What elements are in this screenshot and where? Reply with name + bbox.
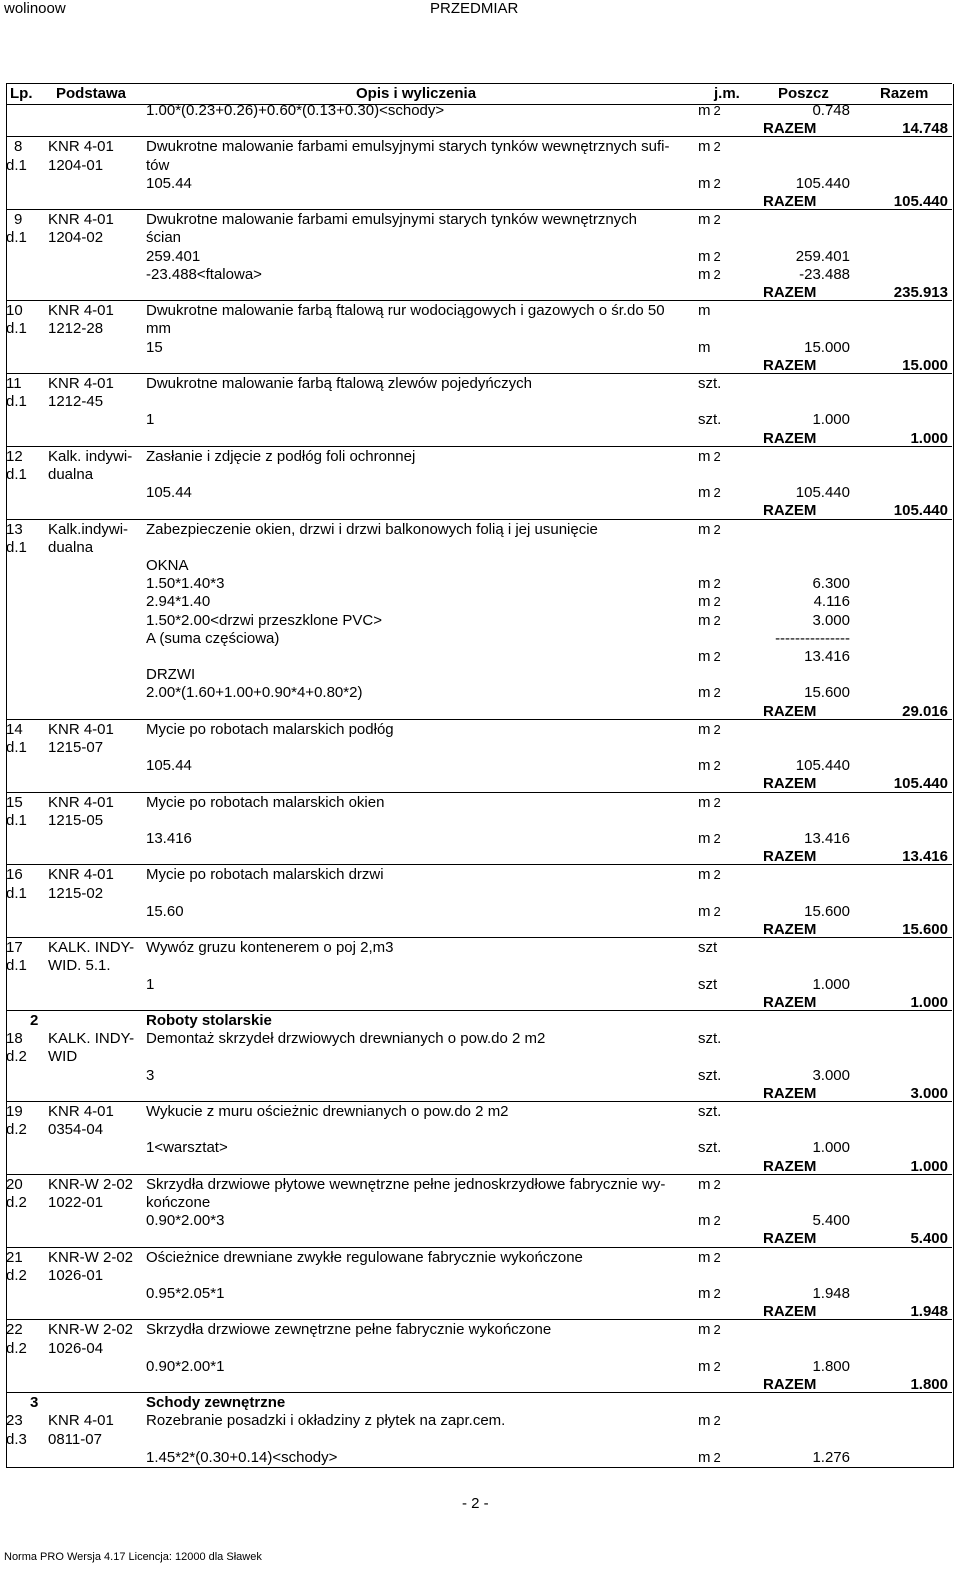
calc-value: 1.948	[812, 1285, 850, 1302]
row-lp-sub: d.2	[6, 1339, 27, 1357]
calc-value: 15.600	[804, 684, 850, 702]
unit-label: m 2	[698, 575, 721, 593]
calc-expression: 1.50*1.40*3	[146, 575, 225, 593]
calc-expression: 259.401	[146, 247, 201, 265]
row-podstawa-sub: 1204-02	[48, 229, 104, 247]
razem-value: 15.600	[902, 921, 948, 938]
unit-label: m 2	[698, 138, 721, 156]
calc-value: 105.440	[795, 174, 850, 192]
calc-value: 105.440	[795, 757, 850, 775]
row-description: Mycie po robotach malarskich okien	[146, 793, 385, 811]
unit-label: m 2	[698, 447, 721, 465]
row-podstawa: KNR-W 2-02	[48, 1175, 134, 1193]
calc-expression: 0.90*2.00*3	[146, 1212, 225, 1230]
row-divider	[6, 446, 952, 447]
unit-label: m 2	[698, 866, 721, 884]
calc-expression: 0.95*2.05*1	[146, 1285, 225, 1302]
unit-label: m 2	[698, 1212, 721, 1230]
unit-label: m 2	[698, 1175, 721, 1193]
unit-label: m 2	[698, 520, 721, 538]
row-description: Zabezpieczenie okien, drzwi i drzwi balkonowych folią i jej usunięcie	[146, 520, 598, 538]
razem-value: 29.016	[902, 702, 948, 720]
unit-label: m 2	[698, 757, 721, 775]
calc-value: 5.400	[812, 1212, 850, 1230]
row-podstawa: KALK. INDY-	[48, 1030, 135, 1048]
calc-value: 105.440	[795, 484, 850, 502]
razem-label: RAZEM	[763, 193, 817, 210]
calc-value: 1.800	[812, 1357, 850, 1375]
calc-expression: A (suma częściowa)	[146, 629, 280, 647]
row-podstawa-sub: 1215-02	[48, 884, 104, 902]
row-podstawa-sub: dualna	[48, 538, 94, 556]
razem-value: 235.913	[893, 284, 948, 301]
section-title: Roboty stolarskie	[146, 1012, 272, 1029]
unit-label: szt.	[698, 1066, 722, 1084]
razem-label: RAZEM	[763, 284, 817, 301]
unit-label: m 2	[698, 102, 721, 119]
calc-expression: -23.488<ftalowa>	[146, 265, 262, 283]
razem-label: RAZEM	[763, 1230, 817, 1248]
row-podstawa: KNR 4-01	[48, 375, 114, 392]
razem-label: RAZEM	[763, 356, 817, 374]
calc-value: 6.300	[812, 575, 850, 593]
calc-expression: 1<warsztat>	[146, 1139, 228, 1157]
row-lp-sub: d.1	[6, 538, 27, 556]
row-lp: 14	[6, 720, 23, 738]
row-description: Dwukrotne malowanie farbami emulsyjnymi starych tynków wewnętrznych	[146, 211, 638, 229]
row-lp: 23	[6, 1412, 23, 1430]
calc-expression: 0.90*2.00*1	[146, 1357, 225, 1375]
col-poszcz: Poszcz	[778, 85, 829, 102]
col-podstawa: Podstawa	[56, 85, 127, 102]
page-number: - 2 -	[462, 1495, 489, 1512]
row-lp: 10	[6, 302, 23, 320]
razem-label: RAZEM	[763, 1084, 817, 1102]
razem-value: 14.748	[902, 120, 948, 138]
row-lp: 22	[6, 1321, 23, 1339]
row-divider	[6, 937, 952, 938]
calc-value: 0.748	[812, 102, 850, 119]
row-lp-sub: d.2	[6, 1194, 27, 1211]
row-podstawa: KNR-W 2-02	[48, 1321, 134, 1339]
calc-expression: 1.50*2.00<drzwi przeszklone PVC>	[146, 611, 382, 629]
row-lp-sub: d.1	[6, 957, 27, 975]
row-podstawa-sub: 1212-45	[48, 393, 104, 411]
calc-value: 15.600	[804, 902, 850, 920]
calc-expression: 1.45*2*(0.30+0.14)<schody>	[146, 1448, 338, 1466]
row-lp-sub: d.1	[6, 320, 27, 338]
row-podstawa-sub: 1212-28	[48, 320, 104, 338]
razem-value: 1.000	[910, 1157, 948, 1175]
calc-expression: 13.416	[146, 830, 192, 847]
row-divider	[6, 1247, 952, 1248]
row-lp: 16	[6, 866, 23, 884]
row-lp-sub: d.1	[6, 811, 27, 829]
razem-label: RAZEM	[763, 702, 817, 720]
unit-label: m 2	[698, 247, 721, 265]
row-lp-sub: d.1	[6, 156, 27, 174]
section-number: 3	[30, 1394, 39, 1412]
row-description: Dwukrotne malowanie farbą ftalową zlewów pojedyńczych	[146, 375, 533, 392]
row-lp: 18	[6, 1030, 23, 1048]
calc-expression: 2.00*(1.60+1.00+0.90*4+0.80*2)	[146, 684, 363, 702]
section-number: 2	[30, 1012, 39, 1029]
razem-label: RAZEM	[763, 429, 817, 447]
unit-label: szt.	[698, 411, 722, 429]
row-lp: 17	[6, 939, 23, 957]
calc-value: 1.000	[812, 1139, 850, 1157]
row-podstawa: KNR 4-01	[48, 720, 114, 738]
col-razem: Razem	[880, 85, 929, 102]
col-opis: Opis i wyliczenia	[356, 85, 477, 102]
unit-label: szt.	[698, 1103, 722, 1120]
unit-label: m 2	[698, 720, 721, 738]
row-description: Wykucie z muru ościeżnic drewnianych o pow.do 2 m2	[146, 1103, 509, 1120]
row-description: Demontaż skrzydeł drzwiowych drewnianych o pow.do 2 m2	[146, 1030, 546, 1048]
row-description: Dwukrotne malowanie farbą ftalową rur wodociągowych i gazowych o śr.do 50	[146, 302, 665, 320]
col-lp: Lp.	[10, 85, 33, 102]
calc-value: -23.488	[799, 265, 850, 283]
row-description: Wywóz gruzu kontenerem o poj 2,m3	[146, 939, 394, 957]
calc-value: 3.000	[812, 1066, 850, 1084]
calc-expression: 15	[146, 338, 163, 356]
row-divider	[6, 519, 952, 520]
row-podstawa: KNR 4-01	[48, 1103, 114, 1120]
row-podstawa: KNR 4-01	[48, 793, 114, 811]
calc-expression: 1.00*(0.23+0.26)+0.60*(0.13+0.30)<schody>	[146, 102, 445, 119]
row-divider	[6, 1101, 952, 1102]
calc-expression: 1	[146, 975, 155, 993]
unit-label: szt.	[698, 1139, 722, 1157]
razem-value: 1.000	[910, 429, 948, 447]
calc-value: ---------------	[775, 629, 850, 647]
row-lp-sub: d.1	[6, 229, 27, 247]
row-lp: 20	[6, 1175, 23, 1193]
calc-expression: 1	[146, 411, 155, 429]
calc-value: 13.416	[804, 648, 850, 665]
row-lp-sub: d.1	[6, 884, 27, 902]
calc-expression: 105.44	[146, 484, 192, 502]
row-lp: 21	[6, 1248, 23, 1266]
razem-label: RAZEM	[763, 120, 817, 138]
razem-value: 1.000	[910, 993, 948, 1011]
razem-value: 5.400	[910, 1230, 948, 1248]
row-lp: 13	[6, 520, 23, 538]
razem-value: 3.000	[910, 1084, 948, 1102]
unit-label: m 2	[698, 1412, 721, 1430]
razem-value: 1.948	[910, 1303, 948, 1321]
row-podstawa-sub: 1022-01	[48, 1194, 104, 1211]
document-author: wolinoow	[4, 0, 66, 17]
row-podstawa: KALK. INDY-	[48, 939, 135, 957]
row-lp: 11	[6, 375, 22, 392]
row-description: Skrzydła drzwiowe płytowe wewnętrzne pełne jednoskrzydłowe fabrycznie wy-	[146, 1175, 666, 1193]
row-description: Rozebranie posadzki i okładziny z płytek na zapr.cem.	[146, 1412, 506, 1430]
row-lp: 8	[14, 138, 23, 156]
unit-label: m	[698, 338, 711, 356]
row-podstawa-sub: 0811-07	[48, 1430, 102, 1448]
row-description: Ościeżnice drewniane zwykłe regulowane fabrycznie wykończone	[146, 1248, 583, 1266]
unit-label: szt.	[698, 1030, 722, 1048]
row-podstawa-sub: 1215-05	[48, 811, 104, 829]
row-lp-sub: d.1	[6, 739, 27, 756]
row-podstawa: KNR 4-01	[48, 1412, 114, 1430]
unit-label: m 2	[698, 484, 721, 502]
unit-label: m 2	[698, 211, 721, 229]
unit-label: m 2	[698, 1248, 721, 1266]
razem-label: RAZEM	[763, 993, 817, 1011]
row-podstawa: KNR 4-01	[48, 866, 114, 884]
razem-value: 15.000	[902, 356, 948, 374]
row-description: Mycie po robotach malarskich drzwi	[146, 866, 384, 884]
calc-expression: 105.44	[146, 757, 192, 775]
unit-label: m 2	[698, 648, 721, 665]
unit-label: m 2	[698, 830, 721, 847]
row-description: mm	[146, 320, 171, 338]
row-podstawa: KNR 4-01	[48, 138, 114, 156]
row-description: Zasłanie i zdjęcie z podłóg foli ochronnej	[146, 447, 416, 465]
calc-value: 13.416	[804, 830, 850, 847]
unit-label: m 2	[698, 1357, 721, 1375]
razem-label: RAZEM	[763, 921, 817, 938]
calc-expression: OKNA	[146, 557, 189, 574]
calc-value: 4.116	[813, 593, 850, 611]
razem-label: RAZEM	[763, 848, 817, 866]
unit-label: m 2	[698, 902, 721, 920]
calc-expression: 3	[146, 1066, 155, 1084]
row-podstawa-sub: WID. 5.1.	[48, 957, 111, 975]
row-description: Mycie po robotach malarskich podłóg	[146, 720, 394, 738]
row-divider	[6, 1319, 952, 1320]
row-podstawa-sub: 1204-01	[48, 156, 104, 174]
row-divider	[6, 300, 952, 301]
col-jm: j.m.	[714, 85, 740, 102]
unit-label: m 2	[698, 1321, 721, 1339]
unit-label: m 2	[698, 793, 721, 811]
unit-label: m 2	[698, 265, 721, 283]
row-divider	[6, 1392, 952, 1393]
row-divider	[6, 1174, 952, 1175]
razem-value: 105.440	[893, 193, 948, 210]
calc-expression: DRZWI	[146, 666, 196, 684]
row-description: Dwukrotne malowanie farbami emulsyjnymi starych tynków wewnętrznych sufi-	[146, 138, 670, 156]
row-lp-sub: d.2	[6, 1121, 27, 1139]
row-podstawa-sub: 1026-04	[48, 1339, 104, 1357]
unit-label: m 2	[698, 1448, 721, 1466]
unit-label: m 2	[698, 684, 721, 702]
row-podstawa-sub: 1215-07	[48, 739, 104, 756]
calc-value: 1.000	[812, 411, 850, 429]
unit-label: m	[698, 302, 711, 320]
document-title: PRZEDMIAR	[430, 0, 519, 17]
row-divider	[6, 1010, 952, 1011]
calc-value: 1.000	[812, 975, 850, 993]
row-podstawa-sub: dualna	[48, 466, 94, 483]
unit-label: m 2	[698, 174, 721, 192]
row-divider	[6, 719, 952, 720]
calc-expression: 15.60	[146, 902, 184, 920]
calc-value: 259.401	[795, 247, 850, 265]
row-podstawa: KNR 4-01	[48, 211, 114, 229]
row-description: kończone	[146, 1194, 211, 1211]
row-description: tów	[146, 156, 170, 174]
razem-value: 1.800	[910, 1376, 948, 1393]
row-lp: 9	[14, 211, 23, 229]
row-divider	[6, 373, 952, 374]
row-lp-sub: d.1	[6, 466, 27, 483]
unit-label: szt.	[698, 375, 722, 392]
row-divider	[6, 209, 952, 210]
row-podstawa-sub: WID	[48, 1048, 78, 1066]
unit-label: m 2	[698, 611, 721, 629]
row-podstawa-sub: 1026-01	[48, 1266, 104, 1284]
unit-label: szt	[698, 975, 718, 993]
row-lp: 12	[6, 447, 23, 465]
row-lp-sub: d.3	[6, 1430, 27, 1448]
row-podstawa: Kalk.indywi-	[48, 520, 129, 538]
calc-value: 1.276	[812, 1448, 850, 1466]
row-divider	[6, 792, 952, 793]
razem-label: RAZEM	[763, 502, 817, 520]
row-podstawa: Kalk. indywi-	[48, 447, 133, 465]
software-footer: Norma PRO Wersja 4.17 Licencja: 12000 dla Sławek	[4, 1551, 262, 1563]
row-lp-sub: d.2	[6, 1048, 27, 1066]
row-divider	[6, 136, 952, 137]
calc-value: 3.000	[812, 611, 850, 629]
calc-expression: 105.44	[146, 174, 192, 192]
section-title: Schody zewnętrzne	[146, 1394, 286, 1412]
row-podstawa: KNR-W 2-02	[48, 1248, 134, 1266]
razem-value: 105.440	[893, 775, 948, 793]
razem-value: 105.440	[893, 502, 948, 520]
unit-label: szt	[698, 939, 718, 957]
row-lp-sub: d.1	[6, 393, 27, 411]
row-lp-sub: d.2	[6, 1266, 27, 1284]
row-lp: 19	[6, 1103, 23, 1120]
row-podstawa: KNR 4-01	[48, 302, 114, 320]
unit-label: m 2	[698, 1285, 721, 1302]
unit-label: m 2	[698, 593, 721, 611]
razem-label: RAZEM	[763, 1157, 817, 1175]
calc-expression: 2.94*1.40	[146, 593, 211, 611]
calc-value: 15.000	[804, 338, 850, 356]
razem-label: RAZEM	[763, 1303, 817, 1321]
row-podstawa-sub: 0354-04	[48, 1121, 104, 1139]
row-lp: 15	[6, 793, 23, 811]
razem-label: RAZEM	[763, 1376, 817, 1393]
row-description: ścian	[146, 229, 182, 247]
row-divider	[6, 864, 952, 865]
razem-label: RAZEM	[763, 775, 817, 793]
row-description: Skrzydła drzwiowe zewnętrzne pełne fabrycznie wykończone	[146, 1321, 552, 1339]
razem-value: 13.416	[902, 848, 948, 866]
